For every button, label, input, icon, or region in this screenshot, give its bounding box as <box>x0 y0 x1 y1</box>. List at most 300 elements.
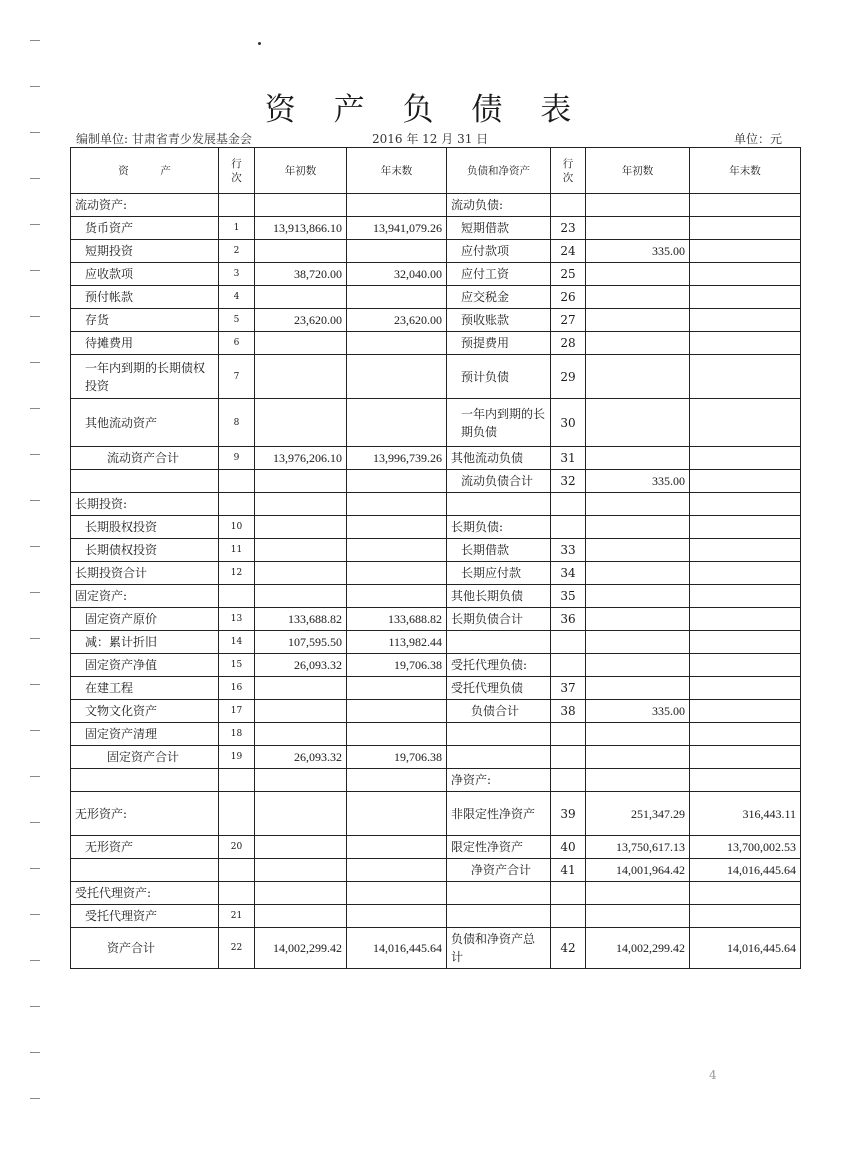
asset-end-value: 113,982.44 <box>347 631 447 654</box>
liability-line-no <box>551 516 586 539</box>
asset-end-value: 19,706.38 <box>347 746 447 769</box>
asset-end-value <box>347 493 447 516</box>
table-row <box>71 608 801 631</box>
asset-label: 流动资产合计 <box>71 447 219 470</box>
asset-label: 长期债权投资 <box>71 539 219 562</box>
liability-label: 限定性净资产 <box>447 836 551 859</box>
asset-line-no: 1 <box>219 217 255 240</box>
asset-label: 受托代理资产 <box>71 905 219 928</box>
asset-end-value <box>347 585 447 608</box>
asset-label: 待摊费用 <box>71 332 219 355</box>
asset-label: 固定资产: <box>71 585 219 608</box>
liability-begin-value <box>586 882 690 905</box>
table-row <box>71 539 801 562</box>
liability-begin-value <box>586 355 690 399</box>
asset-label: 固定资产清理 <box>71 723 219 746</box>
liability-line-no: 34 <box>551 562 586 585</box>
table-row <box>71 585 801 608</box>
liability-line-no <box>551 493 586 516</box>
liability-end-value <box>690 399 801 447</box>
asset-end-value <box>347 723 447 746</box>
table-row <box>71 654 801 677</box>
asset-line-no: 16 <box>219 677 255 700</box>
asset-label: 长期股权投资 <box>71 516 219 539</box>
table-row <box>71 562 801 585</box>
asset-line-no: 6 <box>219 332 255 355</box>
asset-label: 长期投资: <box>71 493 219 516</box>
asset-line-no <box>219 792 255 836</box>
liability-begin-value: 13,750,617.13 <box>586 836 690 859</box>
balance-sheet-table <box>70 147 801 969</box>
margin-tick <box>30 638 40 639</box>
table-row <box>71 399 801 447</box>
margin-tick <box>30 960 40 961</box>
liability-label: 其他流动负债 <box>447 447 551 470</box>
liability-line-no <box>551 654 586 677</box>
asset-label <box>71 859 219 882</box>
liability-end-value <box>690 746 801 769</box>
margin-tick <box>30 546 40 547</box>
liability-end-value <box>690 194 801 217</box>
asset-line-no: 21 <box>219 905 255 928</box>
liability-begin-value: 14,001,964.42 <box>586 859 690 882</box>
table-row <box>71 859 801 882</box>
liability-label: 受托代理负债 <box>447 677 551 700</box>
liability-begin-value <box>586 631 690 654</box>
liability-end-value <box>690 608 801 631</box>
asset-begin-value <box>255 882 347 905</box>
liability-end-value <box>690 562 801 585</box>
liability-label: 负债合计 <box>447 700 551 723</box>
liability-line-no: 38 <box>551 700 586 723</box>
margin-tick <box>30 408 40 409</box>
liability-label: 预计负债 <box>447 355 551 399</box>
table-row <box>71 700 801 723</box>
liability-line-no: 35 <box>551 585 586 608</box>
liability-line-no: 39 <box>551 792 586 836</box>
table-row <box>71 355 801 399</box>
liability-begin-value <box>586 654 690 677</box>
asset-line-no: 8 <box>219 399 255 447</box>
liability-end-value: 316,443.11 <box>690 792 801 836</box>
asset-line-no: 11 <box>219 539 255 562</box>
margin-tick <box>30 684 40 685</box>
liability-line-no: 29 <box>551 355 586 399</box>
asset-line-no: 22 <box>219 928 255 969</box>
asset-begin-value: 38,720.00 <box>255 263 347 286</box>
table-row <box>71 792 801 836</box>
liability-label: 受托代理负债: <box>447 654 551 677</box>
binding-margin-marks <box>26 40 40 1140</box>
header-begin: 年初数 <box>255 148 347 194</box>
liability-end-value <box>690 631 801 654</box>
liability-begin-value: 335.00 <box>586 470 690 493</box>
table-row <box>71 882 801 905</box>
liability-line-no: 31 <box>551 447 586 470</box>
asset-end-value <box>347 769 447 792</box>
header-liabilities: 负债和净资产 <box>447 148 551 194</box>
liability-begin-value <box>586 746 690 769</box>
asset-begin-value <box>255 539 347 562</box>
liability-label: 长期负债合计 <box>447 608 551 631</box>
liability-label: 预收账款 <box>447 309 551 332</box>
asset-end-value <box>347 905 447 928</box>
liability-label: 非限定性净资产 <box>447 792 551 836</box>
asset-line-no <box>219 194 255 217</box>
liability-line-no: 32 <box>551 470 586 493</box>
liability-line-no: 23 <box>551 217 586 240</box>
asset-end-value <box>347 882 447 905</box>
table-row <box>71 217 801 240</box>
liability-label: 应付工资 <box>447 263 551 286</box>
asset-line-no: 10 <box>219 516 255 539</box>
liability-label <box>447 905 551 928</box>
liability-label: 应付款项 <box>447 240 551 263</box>
asset-begin-value <box>255 355 347 399</box>
liability-end-value <box>690 447 801 470</box>
liability-label <box>447 746 551 769</box>
liability-label: 长期应付款 <box>447 562 551 585</box>
asset-end-value <box>347 677 447 700</box>
table-row <box>71 631 801 654</box>
margin-tick <box>30 1006 40 1007</box>
asset-label: 受托代理资产: <box>71 882 219 905</box>
margin-tick <box>30 730 40 731</box>
asset-end-value <box>347 792 447 836</box>
liability-end-value <box>690 240 801 263</box>
liability-label: 长期负债: <box>447 516 551 539</box>
currency-unit: 单位：元 <box>734 132 783 146</box>
asset-line-no <box>219 493 255 516</box>
liability-line-no: 42 <box>551 928 586 969</box>
liability-end-value <box>690 677 801 700</box>
asset-end-value <box>347 399 447 447</box>
liability-line-no <box>551 194 586 217</box>
liability-line-no <box>551 723 586 746</box>
liability-line-no: 24 <box>551 240 586 263</box>
table-row <box>71 332 801 355</box>
table-row <box>71 723 801 746</box>
table-row <box>71 309 801 332</box>
liability-begin-value <box>586 309 690 332</box>
liability-line-no: 25 <box>551 263 586 286</box>
asset-end-value <box>347 240 447 263</box>
margin-tick <box>30 1052 40 1053</box>
asset-label: 减：累计折旧 <box>71 631 219 654</box>
liability-line-no: 30 <box>551 399 586 447</box>
asset-end-value: 19,706.38 <box>347 654 447 677</box>
header-line-no-2: 行 次 <box>551 148 586 194</box>
asset-end-value: 14,016,445.64 <box>347 928 447 969</box>
asset-line-no: 20 <box>219 836 255 859</box>
asset-end-value: 23,620.00 <box>347 309 447 332</box>
margin-tick <box>30 822 40 823</box>
asset-line-no: 3 <box>219 263 255 286</box>
liability-begin-value <box>586 677 690 700</box>
liability-line-no: 37 <box>551 677 586 700</box>
liability-begin-value <box>586 516 690 539</box>
liability-begin-value <box>586 399 690 447</box>
asset-end-value: 13,941,079.26 <box>347 217 447 240</box>
asset-end-value <box>347 700 447 723</box>
liability-end-value <box>690 332 801 355</box>
liability-line-no <box>551 631 586 654</box>
liability-begin-value <box>586 263 690 286</box>
asset-end-value <box>347 470 447 493</box>
asset-label: 文物文化资产 <box>71 700 219 723</box>
asset-label: 一年内到期的长期债权投资 <box>71 355 219 399</box>
asset-label <box>71 769 219 792</box>
liability-end-value <box>690 539 801 562</box>
liability-begin-value <box>586 769 690 792</box>
asset-end-value <box>347 194 447 217</box>
liability-begin-value: 251,347.29 <box>586 792 690 836</box>
asset-begin-value <box>255 240 347 263</box>
asset-begin-value: 13,976,206.10 <box>255 447 347 470</box>
liability-end-value <box>690 217 801 240</box>
table-row <box>71 470 801 493</box>
asset-line-no: 12 <box>219 562 255 585</box>
asset-label: 流动资产: <box>71 194 219 217</box>
header-assets: 资 产 <box>71 148 219 194</box>
asset-begin-value <box>255 562 347 585</box>
liability-line-no <box>551 769 586 792</box>
asset-end-value <box>347 516 447 539</box>
liability-end-value <box>690 585 801 608</box>
table-row <box>71 286 801 309</box>
table-row <box>71 905 801 928</box>
asset-line-no: 15 <box>219 654 255 677</box>
liability-begin-value <box>586 539 690 562</box>
liability-end-value: 14,016,445.64 <box>690 928 801 969</box>
asset-label: 资产合计 <box>71 928 219 969</box>
liability-label: 应交税金 <box>447 286 551 309</box>
asset-line-no: 19 <box>219 746 255 769</box>
margin-tick <box>30 454 40 455</box>
asset-end-value: 133,688.82 <box>347 608 447 631</box>
liability-end-value <box>690 263 801 286</box>
liability-begin-value <box>586 562 690 585</box>
margin-tick <box>30 500 40 501</box>
asset-begin-value <box>255 769 347 792</box>
asset-end-value <box>347 859 447 882</box>
table-row <box>71 516 801 539</box>
asset-line-no: 14 <box>219 631 255 654</box>
asset-begin-value <box>255 859 347 882</box>
liability-label: 流动负债: <box>447 194 551 217</box>
liability-begin-value <box>586 194 690 217</box>
document-title: 资 产 负 债 表 <box>264 92 586 128</box>
liability-label: 净资产: <box>447 769 551 792</box>
margin-tick <box>30 178 40 179</box>
table-row <box>71 447 801 470</box>
asset-end-value <box>347 332 447 355</box>
table-row <box>71 240 801 263</box>
asset-label: 固定资产合计 <box>71 746 219 769</box>
liability-end-value <box>690 723 801 746</box>
liability-line-no <box>551 905 586 928</box>
asset-line-no <box>219 882 255 905</box>
asset-begin-value <box>255 286 347 309</box>
liability-label: 短期借款 <box>447 217 551 240</box>
asset-line-no: 5 <box>219 309 255 332</box>
asset-begin-value <box>255 194 347 217</box>
asset-begin-value <box>255 399 347 447</box>
asset-begin-value: 26,093.32 <box>255 746 347 769</box>
table-row <box>71 746 801 769</box>
asset-label: 无形资产 <box>71 836 219 859</box>
table-row <box>71 677 801 700</box>
liability-begin-value <box>586 585 690 608</box>
asset-begin-value: 23,620.00 <box>255 309 347 332</box>
asset-begin-value <box>255 905 347 928</box>
margin-tick <box>30 224 40 225</box>
liability-end-value <box>690 882 801 905</box>
asset-end-value <box>347 286 447 309</box>
asset-begin-value: 26,093.32 <box>255 654 347 677</box>
liability-line-no: 40 <box>551 836 586 859</box>
liability-begin-value <box>586 723 690 746</box>
asset-label: 固定资产净值 <box>71 654 219 677</box>
asset-begin-value <box>255 516 347 539</box>
asset-line-no <box>219 769 255 792</box>
margin-tick <box>30 914 40 915</box>
scan-speck <box>258 42 261 45</box>
asset-begin-value <box>255 792 347 836</box>
asset-label: 其他流动资产 <box>71 399 219 447</box>
liability-label: 流动负债合计 <box>447 470 551 493</box>
margin-tick <box>30 40 40 41</box>
liability-end-value <box>690 769 801 792</box>
liability-label <box>447 493 551 516</box>
asset-label: 固定资产原价 <box>71 608 219 631</box>
asset-line-no: 17 <box>219 700 255 723</box>
liability-label: 长期借款 <box>447 539 551 562</box>
asset-line-no <box>219 585 255 608</box>
liability-end-value <box>690 654 801 677</box>
liability-end-value <box>690 309 801 332</box>
liability-line-no <box>551 882 586 905</box>
asset-end-value <box>347 355 447 399</box>
liability-begin-value <box>586 332 690 355</box>
report-date: 2016 年 12 月 31 日 <box>372 132 489 146</box>
liability-line-no: 27 <box>551 309 586 332</box>
asset-begin-value <box>255 700 347 723</box>
liability-begin-value <box>586 447 690 470</box>
liability-begin-value: 14,002,299.42 <box>586 928 690 969</box>
liability-line-no: 28 <box>551 332 586 355</box>
header-end-2: 年末数 <box>690 148 801 194</box>
margin-tick <box>30 592 40 593</box>
liability-begin-value <box>586 286 690 309</box>
asset-line-no: 7 <box>219 355 255 399</box>
margin-tick <box>30 776 40 777</box>
table-row <box>71 769 801 792</box>
asset-begin-value <box>255 677 347 700</box>
header-begin-2: 年初数 <box>586 148 690 194</box>
asset-begin-value <box>255 723 347 746</box>
asset-label: 预付帐款 <box>71 286 219 309</box>
asset-label: 短期投资 <box>71 240 219 263</box>
liability-end-value <box>690 286 801 309</box>
asset-end-value: 13,996,739.26 <box>347 447 447 470</box>
reporting-unit: 编制单位: 甘肃省青少发展基金会 <box>76 132 252 146</box>
table-header-row <box>71 148 801 194</box>
asset-begin-value <box>255 332 347 355</box>
liability-end-value <box>690 470 801 493</box>
asset-end-value <box>347 562 447 585</box>
liability-end-value <box>690 700 801 723</box>
liability-begin-value <box>586 217 690 240</box>
liability-label <box>447 723 551 746</box>
liability-label <box>447 882 551 905</box>
asset-begin-value <box>255 836 347 859</box>
asset-line-no: 13 <box>219 608 255 631</box>
margin-tick <box>30 362 40 363</box>
asset-begin-value <box>255 470 347 493</box>
liability-end-value <box>690 516 801 539</box>
liability-begin-value <box>586 493 690 516</box>
liability-label: 其他长期负债 <box>447 585 551 608</box>
liability-begin-value <box>586 905 690 928</box>
liability-end-value <box>690 355 801 399</box>
liability-begin-value: 335.00 <box>586 240 690 263</box>
liability-label: 一年内到期的长期负债 <box>447 399 551 447</box>
liability-begin-value: 335.00 <box>586 700 690 723</box>
asset-begin-value: 13,913,866.10 <box>255 217 347 240</box>
header-end: 年末数 <box>347 148 447 194</box>
liability-line-no: 33 <box>551 539 586 562</box>
liability-end-value <box>690 905 801 928</box>
liability-label: 净资产合计 <box>447 859 551 882</box>
asset-begin-value <box>255 585 347 608</box>
margin-tick <box>30 1098 40 1099</box>
margin-tick <box>30 868 40 869</box>
liability-label: 负债和净资产总计 <box>447 928 551 969</box>
liability-end-value <box>690 493 801 516</box>
table-row <box>71 194 801 217</box>
table-row <box>71 836 801 859</box>
asset-label: 货币资产 <box>71 217 219 240</box>
liability-line-no: 26 <box>551 286 586 309</box>
asset-label: 存货 <box>71 309 219 332</box>
asset-begin-value: 133,688.82 <box>255 608 347 631</box>
margin-tick <box>30 270 40 271</box>
table-row <box>71 263 801 286</box>
asset-label: 应收款项 <box>71 263 219 286</box>
liability-label <box>447 631 551 654</box>
liability-label: 预提费用 <box>447 332 551 355</box>
asset-label <box>71 470 219 493</box>
asset-end-value <box>347 836 447 859</box>
asset-end-value <box>347 539 447 562</box>
asset-line-no: 18 <box>219 723 255 746</box>
liability-end-value: 13,700,002.53 <box>690 836 801 859</box>
page-number: 4 <box>709 1068 717 1082</box>
margin-tick <box>30 132 40 133</box>
liability-end-value: 14,016,445.64 <box>690 859 801 882</box>
asset-line-no: 9 <box>219 447 255 470</box>
table-row <box>71 928 801 969</box>
asset-line-no: 2 <box>219 240 255 263</box>
asset-line-no: 4 <box>219 286 255 309</box>
liability-line-no: 41 <box>551 859 586 882</box>
asset-line-no <box>219 470 255 493</box>
margin-tick <box>30 316 40 317</box>
liability-begin-value <box>586 608 690 631</box>
asset-begin-value: 107,595.50 <box>255 631 347 654</box>
asset-line-no <box>219 859 255 882</box>
